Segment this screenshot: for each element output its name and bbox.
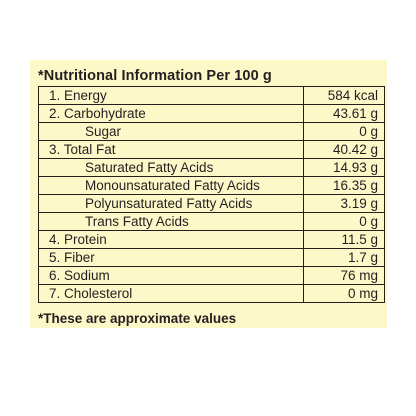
table-row bbox=[39, 213, 385, 231]
table-row bbox=[39, 285, 385, 303]
nutrient-value: 76 mg bbox=[304, 267, 385, 285]
nutrient-label: 4. Protein bbox=[39, 231, 304, 249]
nutrient-value: 0 g bbox=[304, 123, 385, 141]
nutrient-value: 11.5 g bbox=[304, 231, 385, 249]
nutrient-value: 3.19 g bbox=[304, 195, 385, 213]
nutrient-value: 0 mg bbox=[304, 285, 385, 303]
nutrient-value: 40.42 g bbox=[304, 141, 385, 159]
table-row bbox=[39, 159, 385, 177]
nutrient-label: Monounsaturated Fatty Acids bbox=[39, 177, 304, 195]
table-row bbox=[39, 105, 385, 123]
nutrient-value: 584 kcal bbox=[304, 87, 385, 105]
table-row bbox=[39, 195, 385, 213]
footnote: *These are approximate values bbox=[38, 311, 237, 326]
nutrient-label: 1. Energy bbox=[39, 87, 304, 105]
nutrient-value: 0 g bbox=[304, 213, 385, 231]
nutrient-value: 1.7 g bbox=[304, 249, 385, 267]
table-row bbox=[39, 177, 385, 195]
nutrient-label: Trans Fatty Acids bbox=[39, 213, 304, 231]
nutrient-label: 7. Cholesterol bbox=[39, 285, 304, 303]
nutrient-label: Sugar bbox=[39, 123, 304, 141]
nutrient-label: Saturated Fatty Acids bbox=[39, 159, 304, 177]
nutrient-label: 5. Fiber bbox=[39, 249, 304, 267]
nutrient-label: 6. Sodium bbox=[39, 267, 304, 285]
table-row bbox=[39, 231, 385, 249]
nutrient-label: Polyunsaturated Fatty Acids bbox=[39, 195, 304, 213]
table-row bbox=[39, 267, 385, 285]
table-row bbox=[39, 249, 385, 267]
nutrition-table bbox=[38, 86, 385, 303]
nutrient-value: 43.61 g bbox=[304, 105, 385, 123]
nutrient-value: 16.35 g bbox=[304, 177, 385, 195]
table-row bbox=[39, 87, 385, 105]
table-row bbox=[39, 123, 385, 141]
nutrient-label: 2. Carbohydrate bbox=[39, 105, 304, 123]
nutrient-label: 3. Total Fat bbox=[39, 141, 304, 159]
table-row bbox=[39, 141, 385, 159]
nutrient-value: 14.93 g bbox=[304, 159, 385, 177]
nutrition-title: *Nutritional Information Per 100 g bbox=[38, 68, 272, 84]
